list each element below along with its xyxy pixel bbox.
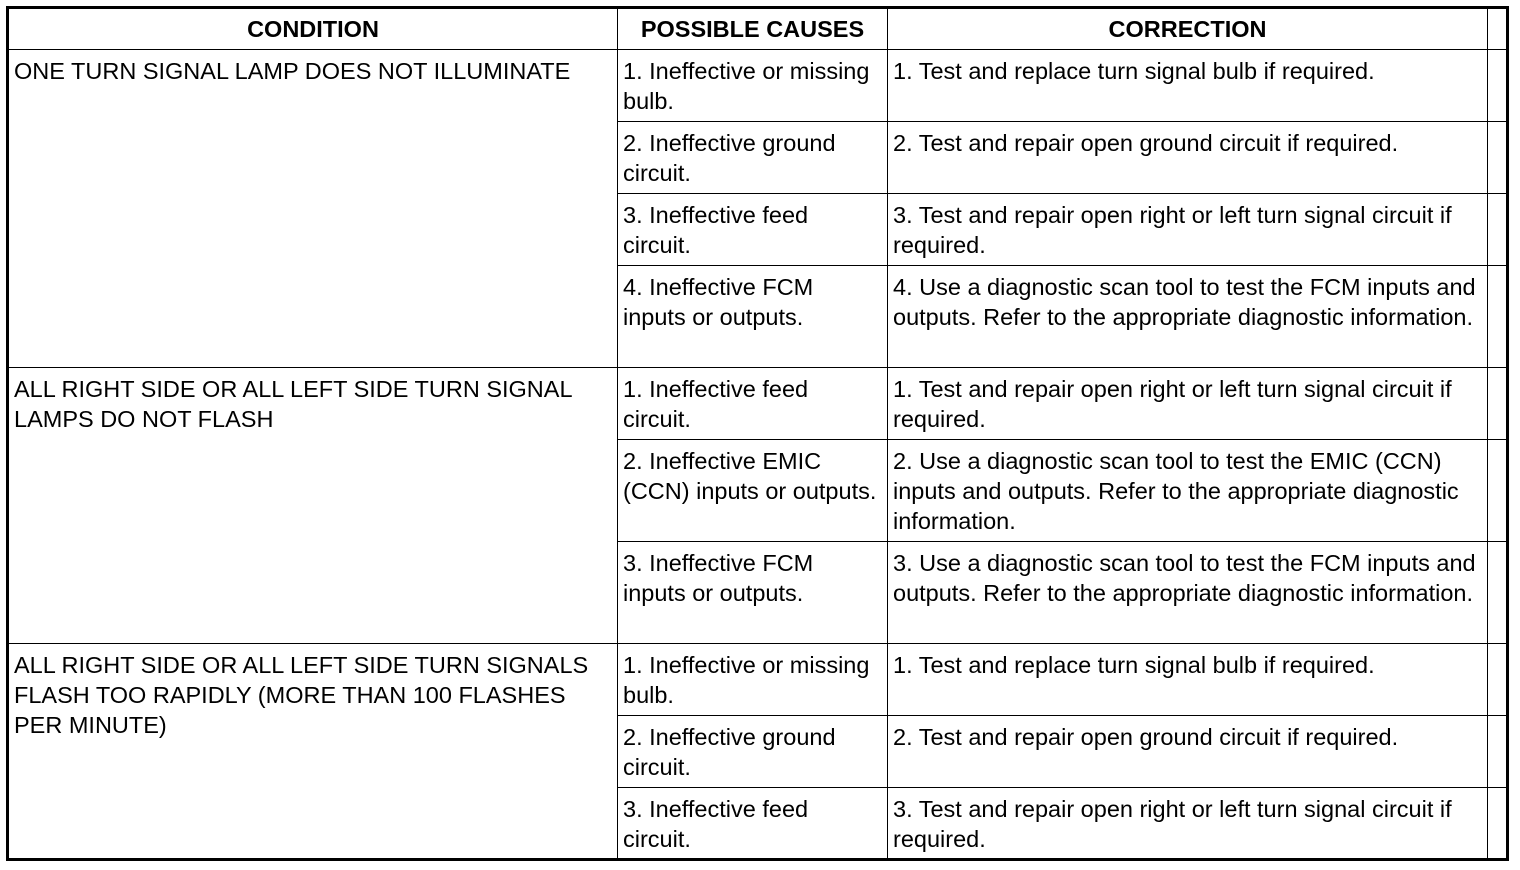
cause-cell: 3. Ineffective FCM inputs or outputs.: [618, 542, 888, 644]
correction-cell: 3. Test and repair open right or left turn signal circuit if required.: [888, 788, 1488, 860]
row-gutter: [1488, 266, 1508, 368]
cause-cell: 1. Ineffective or missing bulb.: [618, 50, 888, 122]
cause-cell: 2. Ineffective ground circuit.: [618, 122, 888, 194]
correction-cell: 1. Test and replace turn signal bulb if required.: [888, 644, 1488, 716]
correction-cell: 2. Test and repair open ground circuit if required.: [888, 122, 1488, 194]
cause-cell: 3. Ineffective feed circuit.: [618, 788, 888, 860]
row-gutter: [1488, 440, 1508, 542]
correction-cell: 3. Test and repair open right or left turn signal circuit if required.: [888, 194, 1488, 266]
condition-cell: ALL RIGHT SIDE OR ALL LEFT SIDE TURN SIGNALS FLASH TOO RAPIDLY (MORE THAN 100 FLASHES PER MINUTE): [8, 644, 618, 860]
table-row: [8, 368, 1508, 440]
header-row: [8, 8, 1508, 50]
row-gutter: [1488, 50, 1508, 122]
condition-cell: ALL RIGHT SIDE OR ALL LEFT SIDE TURN SIGNAL LAMPS DO NOT FLASH: [8, 368, 618, 644]
cause-cell: 1. Ineffective feed circuit.: [618, 368, 888, 440]
possible-causes-header: POSSIBLE CAUSES: [618, 8, 888, 50]
row-gutter: [1488, 194, 1508, 266]
correction-cell: 4. Use a diagnostic scan tool to test the FCM inputs and outputs. Refer to the appropriate diagnostic information.: [888, 266, 1488, 368]
condition-cell: ONE TURN SIGNAL LAMP DOES NOT ILLUMINATE: [8, 50, 618, 368]
header-gutter: [1488, 8, 1508, 50]
correction-cell: 1. Test and replace turn signal bulb if required.: [888, 50, 1488, 122]
correction-header: CORRECTION: [888, 8, 1488, 50]
cause-cell: 1. Ineffective or missing bulb.: [618, 644, 888, 716]
row-gutter: [1488, 368, 1508, 440]
row-gutter: [1488, 542, 1508, 644]
correction-cell: 2. Use a diagnostic scan tool to test the EMIC (CCN) inputs and outputs. Refer to the appropriate diagnostic information.: [888, 440, 1488, 542]
cause-cell: 2. Ineffective ground circuit.: [618, 716, 888, 788]
row-gutter: [1488, 716, 1508, 788]
correction-cell: 1. Test and repair open right or left turn signal circuit if required.: [888, 368, 1488, 440]
row-gutter: [1488, 122, 1508, 194]
table-row: [8, 50, 1508, 122]
cause-cell: 2. Ineffective EMIC (CCN) inputs or outputs.: [618, 440, 888, 542]
correction-cell: 2. Test and repair open ground circuit if required.: [888, 716, 1488, 788]
diagnosis-table: [6, 6, 1509, 861]
row-gutter: [1488, 788, 1508, 860]
cause-cell: 4. Ineffective FCM inputs or outputs.: [618, 266, 888, 368]
condition-header: CONDITION: [8, 8, 618, 50]
row-gutter: [1488, 644, 1508, 716]
correction-cell: 3. Use a diagnostic scan tool to test the FCM inputs and outputs. Refer to the appropriate diagnostic information.: [888, 542, 1488, 644]
table-row: [8, 644, 1508, 716]
cause-cell: 3. Ineffective feed circuit.: [618, 194, 888, 266]
